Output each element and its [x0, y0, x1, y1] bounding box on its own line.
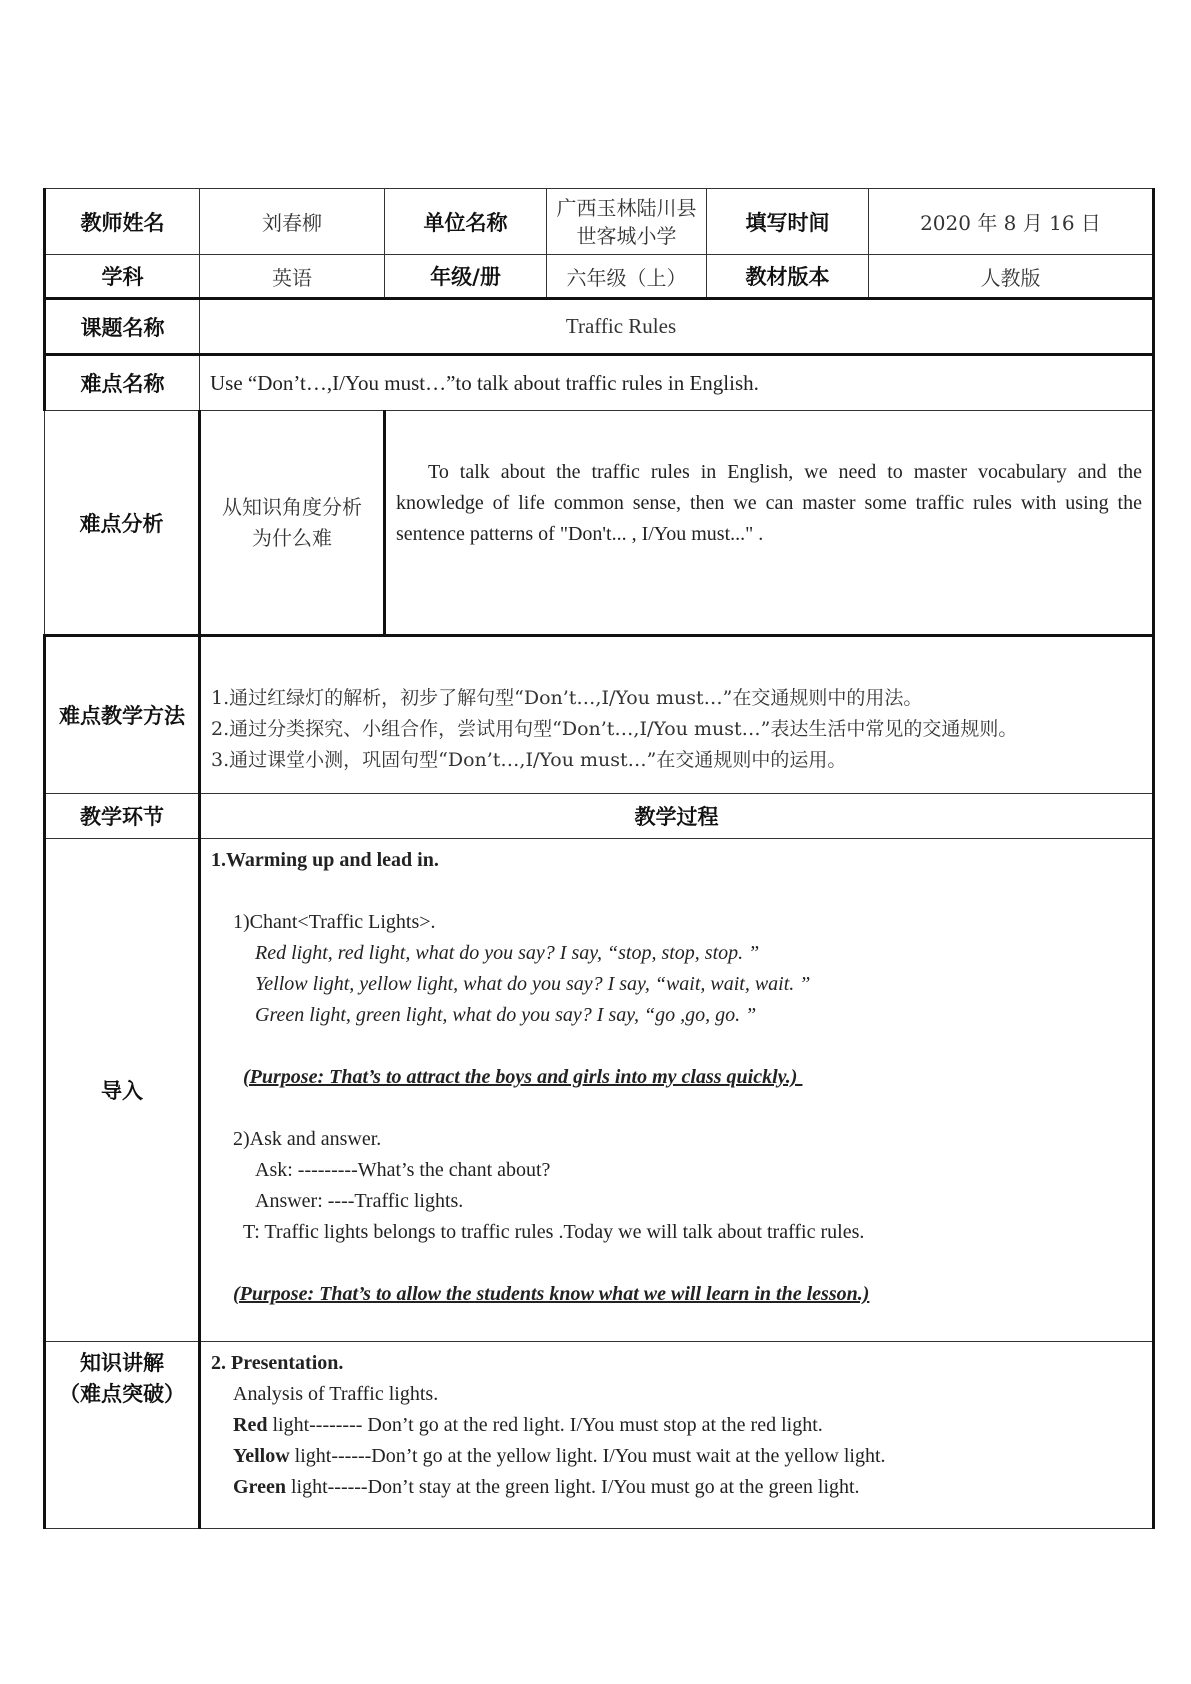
difficulty-label: 难点名称 [45, 355, 200, 411]
chant-line-3: Green light, green light, what do you say? I say, “go ,go, go. ” [255, 1004, 757, 1026]
intro-row [45, 839, 1154, 1342]
analysis-text-content: To talk about the traffic rules in English, we need to master vocabulary and the knowledge of life common sense, then we can master some traffic rules with using the sentence patterns of "Don't... , I/You must..." . [396, 461, 1142, 545]
ask-title: 2)Ask and answer. [233, 1128, 382, 1150]
grade-value: 六年级（上） [547, 255, 707, 299]
ask-line: Ask: ---------What’s the chant about? [255, 1159, 551, 1181]
green-word: Green [233, 1476, 286, 1498]
unit-value-line1: 广西玉林陆川县 [556, 195, 697, 220]
intro-heading: 1.Warming up and lead in. [211, 849, 439, 871]
analysis-sub-label-line2: 为什么难 [252, 525, 332, 550]
subject-row [45, 255, 1154, 299]
methods-label: 难点教学方法 [45, 636, 200, 794]
presentation-label-line1: 知识讲解 [80, 1351, 164, 1375]
topic-row [45, 299, 1154, 355]
topic-label: 课题名称 [45, 299, 200, 355]
subject-label: 学科 [45, 255, 200, 299]
purpose-1: (Purpose: That’s to attract the boys and girls into my class quickly.) [243, 1066, 803, 1088]
chant-title: 1)Chant<Traffic Lights>. [233, 911, 436, 933]
analysis-title: Analysis of Traffic lights. [233, 1383, 439, 1405]
edition-value: 人教版 [869, 255, 1154, 299]
answer-line: Answer: ----Traffic lights. [255, 1190, 464, 1212]
edition-label: 教材版本 [707, 255, 869, 299]
process-header-row [45, 794, 1154, 839]
red-word: Red [233, 1414, 268, 1436]
subject-value: 英语 [200, 255, 385, 299]
green-line [211, 1472, 1142, 1503]
yellow-word: Yellow [233, 1445, 290, 1467]
red-line [211, 1410, 1142, 1441]
chant-line-2: Yellow light, yellow light, what do you say? I say, “wait, wait, wait. ” [255, 973, 811, 995]
methods-row [45, 636, 1154, 794]
teacher-line: T: Traffic lights belongs to traffic rules .Today we will talk about traffic rules. [243, 1221, 865, 1243]
teacher-label: 教师姓名 [45, 189, 200, 255]
unit-value [547, 189, 707, 255]
presentation-label-line2: （难点突破） [59, 1382, 185, 1406]
red-rest: light-------- Don’t go at the red light. I/You must stop at the red light. [267, 1414, 823, 1436]
unit-label: 单位名称 [385, 189, 547, 255]
unit-value-line2: 世客城小学 [576, 223, 677, 248]
date-label: 填写时间 [707, 189, 869, 255]
method-item-2: 2.通过分类探究、小组合作，尝试用句型“Don’t…,I/You must…”表达生活中常见的交通规则。 [211, 717, 1018, 740]
lesson-plan-table [43, 188, 1155, 1529]
presentation-heading: 2. Presentation. [211, 1352, 344, 1374]
analysis-text [385, 411, 1154, 636]
difficulty-row [45, 355, 1154, 411]
topic-value: Traffic Rules [200, 299, 1154, 355]
chant-line-1: Red light, red light, what do you say? I say, “stop, stop, stop. ” [255, 942, 760, 964]
teacher-value: 刘春柳 [200, 189, 385, 255]
intro-content [200, 839, 1154, 1342]
difficulty-value: Use “Don’t…,I/You must…”to talk about traffic rules in English. [200, 355, 1154, 411]
intro-label: 导入 [45, 839, 200, 1342]
presentation-label [45, 1342, 200, 1529]
stage-label: 教学环节 [45, 794, 200, 839]
methods-list [200, 636, 1154, 794]
green-rest: light------Don’t stay at the green light. I/You must go at the green light. [285, 1476, 860, 1498]
header-row [45, 189, 1154, 255]
grade-label: 年级/册 [385, 255, 547, 299]
purpose-2: (Purpose: That’s to allow the students know what we will learn in the lesson.) [233, 1283, 870, 1305]
presentation-content [200, 1342, 1154, 1529]
yellow-rest: light------Don’t go at the yellow light. I/You must wait at the yellow light. [289, 1445, 886, 1467]
analysis-label: 难点分析 [45, 411, 200, 636]
method-item-1: 1.通过红绿灯的解析，初步了解句型“Don’t…,I/You must…”在交通规则中的用法。 [211, 686, 923, 709]
analysis-sub-label [200, 411, 385, 636]
date-value: 2020 年 8 月 16 日 [869, 189, 1154, 255]
analysis-sub-label-line1: 从知识角度分析 [222, 494, 362, 519]
analysis-row [45, 411, 1154, 636]
presentation-row [45, 1342, 1154, 1529]
method-item-3: 3.通过课堂小测，巩固句型“Don’t…,I/You must…”在交通规则中的运用。 [211, 748, 847, 771]
yellow-line [211, 1441, 1142, 1472]
process-label: 教学过程 [200, 794, 1154, 839]
